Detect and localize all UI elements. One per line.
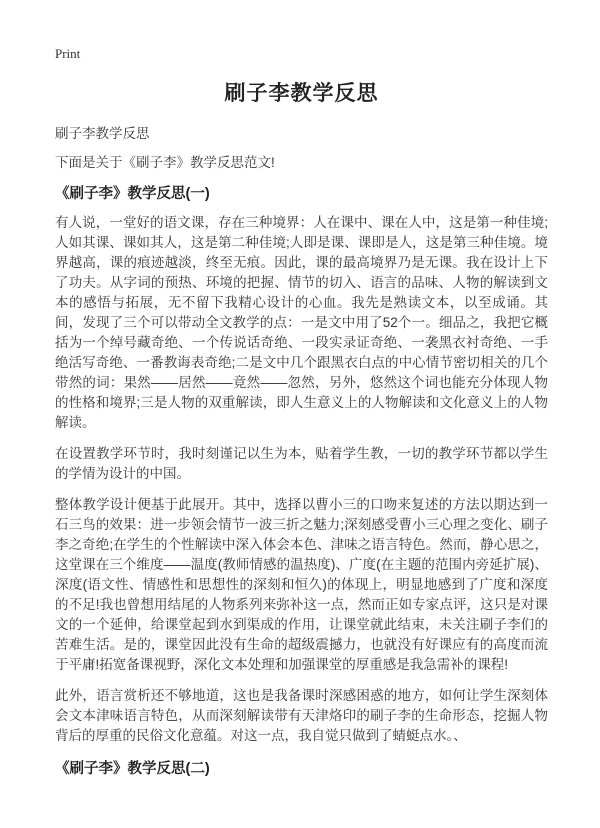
- doc-intro: 下面是关于《刷子李》教学反思范文!: [55, 155, 275, 170]
- doc-subtitle: 刷子李教学反思: [55, 126, 150, 141]
- print-link[interactable]: Print: [55, 46, 81, 61]
- paragraph-4: 此外，语言赏析还不够地道，这也是我备课时深感困惑的地方，如何让学生深刻体会文本津味语言特色，从而深刻解读带有天津烙印的刷子李的生命形态，挖掘人物背后的厚重的民俗文化意蕴。对这一点，我自觉只做到了蜻蜓点水。、: [55, 688, 548, 743]
- paragraph-1: 有人说，一堂好的语文课，存在三种境界：人在课中、课在人中，这是第一种佳境;人如其课、课如其人，这是第二种佳境;人即是课、课即是人，这是第三种佳境。境界越高，课的痕迹越淡，终至无痕。因此，课的最高境界乃是无课。我在设计上下了功夫。从字词的预热、环境的把握、情节的切入、语言的品味、人物的解读到文本的感悟与拓展，无不留下我精心设计的心血。我先是熟读文本，以至成诵。其间，发现了三个可以带动全文教学的点：一是文中用了52个一。细品之，我把它概括为一个绰号藏奇绝、一个传说话奇绝、一段实录证奇绝、一袭黑衣衬奇绝、一手绝活写奇绝、一番教诲表奇绝;二是文中几个跟黑衣白点的中心情节密切相关的几个带然的词：果然——居然——竟然——忽然，另外，悠然这个词也能充分体现人物的性格和境界;三是人物的双重解读，即人生意义上的人物解读和文化意义上的人物解读。: [55, 215, 548, 430]
- paragraph-2: 在设置教学环节时，我时刻谨记以生为本，贴着学生教，一切的教学环节都以学生的学情为设计的中国。: [55, 446, 548, 481]
- paragraph-3: 整体教学设计便基于此展开。其中，选择以曹小三的口吻来复述的方法以期达到一石三鸟的效果：进一步领会情节一波三折之魅力;深刻感受曹小三心理之变化、刷子李之奇绝;在学生的个性解读中深入体会本色、津味之语言特色。然而，静心思之，这堂课在三个维度——温度(教师情感的温热度)、广度(在主题的范围内旁延扩展)、深度(语文性、情感性和思想性的深刻和恒久)的体现上，明显地感到了广度和深度的不足!我也曾想用结尾的人物系列来弥补这一点，然而正如专家点评，这只是对课文的一个延伸，给课堂起到水到渠成的作用，让课堂就此结束，未关注刷子李们的苦难生活。是的，课堂因此没有生命的超级震撼力，也就没有好课应有的高度而流于平庸!拓宽备课视野，深化文本处理和加强课堂的厚重感是我急需补的课程!: [55, 497, 548, 672]
- page-title: 刷子李教学反思: [224, 82, 379, 105]
- section-heading-1: 《刷子李》教学反思(一): [55, 186, 210, 202]
- section-heading-2: 《刷子李》教学反思(二): [55, 761, 210, 777]
